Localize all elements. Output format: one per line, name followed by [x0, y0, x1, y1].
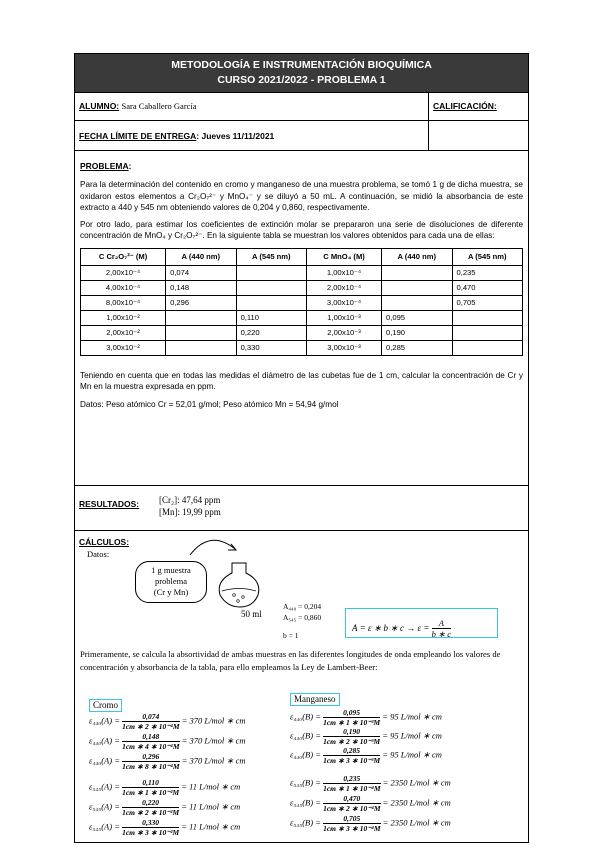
data-table — [80, 248, 523, 356]
epsilon-equation — [290, 794, 451, 813]
results-section — [75, 485, 528, 530]
table-cell — [452, 310, 523, 325]
formula-numerator: A — [432, 618, 451, 629]
absorbance-545: A₅₄₅ = 0,860 — [283, 613, 322, 622]
equation-lhs: ε₅₄₅(A) = — [89, 781, 120, 792]
table-header-cell: A (440 nm) — [166, 248, 236, 265]
equation-numerator: 0,148 — [122, 732, 179, 742]
equation-lhs: ε₅₄₅(B) = — [290, 797, 321, 808]
result-manganese: [Mn]: 19,99 ppm — [159, 507, 221, 517]
table-cell — [166, 325, 236, 340]
equation-lhs: ε₅₄₅(A) = — [89, 801, 120, 812]
equation-lhs: ε₄₄₀(A) = — [89, 715, 120, 726]
equation-result: = 11 L/mol ∗ cm — [181, 801, 241, 812]
grade-label: CALIFICACIÓN: — [433, 101, 497, 111]
table-cell — [166, 340, 236, 355]
epsilon-equation — [290, 746, 442, 765]
arrow-curve — [190, 540, 235, 555]
table-cell: 0,330 — [236, 340, 306, 355]
equation-numerator: 0,470 — [323, 794, 380, 804]
table-header-cell: C Cr₂O₇²⁻ (M) — [81, 248, 166, 265]
problem-title: PROBLEMA — [80, 161, 129, 171]
equation-denominator: 1cm ∗ 4 ∗ 10⁻⁴M — [122, 742, 180, 751]
table-cell — [382, 280, 452, 295]
path-length: b = 1 — [283, 631, 299, 640]
equation-denominator: 1cm ∗ 3 ∗ 10⁻³M — [323, 756, 381, 765]
table-cell: 0,074 — [166, 265, 236, 280]
calculations-section — [75, 530, 528, 842]
equation-result: = 370 L/mol ∗ cm — [181, 755, 246, 766]
document-header — [75, 54, 528, 92]
equation-numerator: 0,330 — [122, 818, 179, 828]
table-cell — [452, 340, 523, 355]
cromo-label: Cromo — [89, 699, 122, 712]
equation-denominator: 1cm ∗ 3 ∗ 10⁻²M — [122, 828, 180, 837]
equation-numerator: 0,220 — [122, 798, 179, 808]
equation-denominator: 1cm ∗ 8 ∗ 10⁻⁴M — [122, 762, 180, 771]
epsilon-equation — [89, 752, 246, 771]
equation-numerator: 0,074 — [122, 712, 179, 722]
equation-result: = 370 L/mol ∗ cm — [181, 735, 246, 746]
equation-result: = 2350 L/mol ∗ cm — [382, 777, 451, 788]
header-subtitle: CURSO 2021/2022 - PROBLEMA 1 — [217, 74, 386, 86]
table-cell — [236, 265, 306, 280]
table-cell: 0,148 — [166, 280, 236, 295]
deadline-label: FECHA LÍMITE DE ENTREGA — [79, 131, 197, 141]
table-cell: 1,00x10⁻³ — [307, 310, 382, 325]
equation-numerator: 0,110 — [122, 778, 179, 788]
results-label: RESULTADOS: — [79, 499, 140, 509]
equation-lhs: ε₄₄₀(A) = — [89, 755, 120, 766]
epsilon-equation — [89, 778, 240, 797]
epsilon-equation — [89, 732, 246, 751]
equation-numerator: 0,296 — [122, 752, 179, 762]
table-cell: 2,00x10⁻⁴ — [81, 265, 166, 280]
table-row — [81, 265, 523, 280]
equation-numerator: 0,235 — [323, 774, 380, 784]
table-row — [81, 295, 523, 310]
table-header-cell: C MnO₄ (M) — [307, 248, 382, 265]
table-cell: 3,00x10⁻² — [81, 340, 166, 355]
equation-result: = 11 L/mol ∗ cm — [181, 781, 241, 792]
table-cell: 2,00x10⁻⁴ — [307, 280, 382, 295]
equation-result: = 95 L/mol ∗ cm — [382, 730, 442, 741]
student-label: ALUMNO: — [79, 101, 120, 111]
table-cell: 3,00x10⁻³ — [307, 340, 382, 355]
equation-denominator: 1cm ∗ 1 ∗ 10⁻²M — [122, 788, 180, 797]
table-row — [81, 325, 523, 340]
epsilon-equation — [89, 818, 240, 837]
table-cell — [382, 265, 452, 280]
sample-line-3: (Cr y Mn) — [153, 587, 189, 597]
equation-denominator: 1cm ∗ 1 ∗ 10⁻⁴M — [323, 784, 381, 793]
document-frame — [74, 53, 529, 843]
table-cell: 0,705 — [452, 295, 523, 310]
equation-result: = 2350 L/mol ∗ cm — [382, 797, 451, 808]
table-row — [81, 340, 523, 355]
header-title: METODOLOGÍA E INSTRUMENTACIÓN BIOQUÍMICA — [171, 59, 432, 71]
equation-denominator: 1cm ∗ 2 ∗ 10⁻⁴M — [122, 722, 180, 731]
deadline-value: : Jueves 11/11/2021 — [196, 131, 275, 141]
table-cell: 0,470 — [452, 280, 523, 295]
epsilon-equation — [89, 712, 246, 731]
datos-label: Datos: — [87, 549, 110, 559]
problem-section: PROBLEMA: Para la determinación del contenido en cromo y manganeso de una muestra problema, se tomó 1 g de dicha muestra, se oxidaron estos elementos a Cr₂O₇²⁻ y MnO₄⁻ y se diluyó a 50 mL. A continuación, se midió la absorbancia de este extracto a 440 y 545 nm obteniendo valores de 0,204 y 0,860, respectivamente. Por otro lado, para estimar los coeficientes de extinción molar se prepararon una serie de disoluciones de diferente concentración de MnO₄ y Cr₂O₇²⁻. En la siguiente tabla se muestran los valores obtenidos para cada una de ellas: C Cr₂O₇²⁻ (M) A (440 nm) A (545 nm) C MnO₄ (M) A (440 nm) A (545 nm) 2,00x10⁻⁴ 0,074 1,00x10⁻⁴ 0,235 4,00x10⁻⁴ 0,148 2,00x10⁻⁴ 0,470 8,00x10⁻⁴ 0,296 3,00x10⁻⁴ 0,705 1,00x10⁻² 0,110 1,00x10⁻³ 0,095 2,00x10⁻² 0,220 2,00x10⁻³ 0,190 3,00x10⁻² 0,330 3,00x10⁻³ 0,285 Teniendo en cuenta que en todas las medidas el diámetro de las cubetas fue de 1 cm, calcular la concentración de Cr y Mn en la muestra expresada en ppm. Datos: Peso atómico Cr = 52,01 g/mol; Peso atómico Mn = 54,94 g/mol — [75, 150, 528, 534]
table-cell: 0,220 — [236, 325, 306, 340]
equation-denominator: 1cm ∗ 2 ∗ 10⁻²M — [122, 808, 180, 817]
sample-line-1: 1 g muestra — [151, 565, 191, 575]
equation-lhs: ε₅₄₅(A) = — [89, 821, 120, 832]
table-header-cell: A (440 nm) — [382, 248, 452, 265]
table-header-cell: A (545 nm) — [452, 248, 523, 265]
manganeso-label: Manganeso — [290, 693, 340, 706]
table-cell — [382, 295, 452, 310]
epsilon-equation — [290, 814, 451, 833]
sample-line-2: problema — [154, 576, 188, 586]
problem-data-line: Datos: Peso atómico Cr = 52,01 g/mol; Peso atómico Mn = 54,94 g/mol — [80, 399, 339, 409]
equation-denominator: 1cm ∗ 2 ∗ 10⁻³M — [323, 737, 381, 746]
table-cell: 8,00x10⁻⁴ — [81, 295, 166, 310]
table-row — [81, 280, 523, 295]
equation-lhs: ε₄₄₀(B) = — [290, 749, 321, 760]
absorbance-440: A₄₄₀ = 0,204 — [283, 602, 322, 611]
table-cell: 1,00x10⁻⁴ — [307, 265, 382, 280]
equation-result: = 95 L/mol ∗ cm — [382, 749, 442, 760]
equation-result: = 11 L/mol ∗ cm — [181, 821, 241, 832]
table-cell: 3,00x10⁻⁴ — [307, 295, 382, 310]
formula-lhs: A = ε ∗ b ∗ c → ε = — [352, 623, 430, 634]
equation-lhs: ε₄₄₀(A) = — [89, 735, 120, 746]
problem-paragraph-3: Teniendo en cuenta que en todas las medidas el diámetro de las cubetas fue de 1 cm, calcular la concentración de Cr y Mn en la muestra expresada en ppm. — [80, 370, 523, 391]
epsilon-equation — [89, 798, 240, 817]
equation-numerator: 0,190 — [323, 727, 380, 737]
table-cell — [452, 325, 523, 340]
student-row — [75, 92, 528, 120]
calc-intro: Primeramente, se calcula la absortividad de ambas muestras en las diferentes longitudes de onda empleando los valores de concentración y absorbancia de la tabla, para ello empleamos la Ley de Lambert-Beer: — [80, 649, 501, 672]
equation-result: = 370 L/mol ∗ cm — [181, 715, 246, 726]
table-cell — [166, 310, 236, 325]
epsilon-equation — [290, 727, 442, 746]
equation-denominator: 1cm ∗ 2 ∗ 10⁻⁴M — [323, 804, 381, 813]
equation-lhs: ε₅₄₅(B) = — [290, 777, 321, 788]
table-cell: 2,00x10⁻³ — [307, 325, 382, 340]
problem-paragraph-2: Por otro lado, para estimar los coeficientes de extinción molar se prepararon una serie de disoluciones de diferente concentración de MnO₄ y Cr₂O₇²⁻. En la siguiente tabla se muestran los valores obtenidos para cada una de ellas: — [80, 219, 523, 240]
equation-result: = 95 L/mol ∗ cm — [382, 711, 442, 722]
equation-denominator: 1cm ∗ 1 ∗ 10⁻³M — [323, 718, 381, 727]
equation-result: = 2350 L/mol ∗ cm — [382, 817, 451, 828]
equation-lhs: ε₄₄₀(B) = — [290, 711, 321, 722]
table-cell: 0,095 — [382, 310, 452, 325]
table-cell: 0,235 — [452, 265, 523, 280]
table-cell: 4,00x10⁻⁴ — [81, 280, 166, 295]
result-chromium: [Cr₂]: 47,64 ppm — [159, 495, 221, 505]
table-row — [81, 310, 523, 325]
flask-volume: 50 ml — [241, 609, 262, 619]
table-header-cell: A (545 nm) — [236, 248, 306, 265]
equation-numerator: 0,095 — [323, 708, 380, 718]
equation-numerator: 0,285 — [323, 746, 380, 756]
table-cell — [236, 280, 306, 295]
formula-denominator: b ∗ c — [431, 629, 452, 639]
student-name: Sara Caballero García — [121, 101, 197, 111]
table-cell — [236, 295, 306, 310]
epsilon-equation — [290, 708, 442, 727]
table-cell: 2,00x10⁻² — [81, 325, 166, 340]
table-cell: 0,110 — [236, 310, 306, 325]
equation-denominator: 1cm ∗ 3 ∗ 10⁻⁴M — [323, 824, 381, 833]
lambert-beer-formula — [345, 608, 498, 638]
equation-lhs: ε₅₄₅(B) = — [290, 817, 321, 828]
table-cell: 1,00x10⁻² — [81, 310, 166, 325]
deadline-row — [75, 120, 528, 150]
equation-numerator: 0,705 — [323, 814, 380, 824]
table-cell: 0,285 — [382, 340, 452, 355]
epsilon-equation — [290, 774, 451, 793]
table-cell: 0,296 — [166, 295, 236, 310]
table-cell: 0,190 — [382, 325, 452, 340]
equation-lhs: ε₄₄₀(B) = — [290, 730, 321, 741]
flask-diagram — [180, 531, 260, 611]
calc-label: CÁLCULOS: — [79, 537, 130, 547]
problem-paragraph-1: Para la determinación del contenido en cromo y manganeso de una muestra problema, se tomó 1 g de dicha muestra, se oxidaron estos elementos a Cr₂O₇²⁻ y MnO₄⁻ y se diluyó a 50 mL. A continuación, se midió la absorbancia de este extracto a 440 y 545 nm obteniendo valores de 0,204 y 0,860, respectivamente. — [80, 180, 523, 212]
